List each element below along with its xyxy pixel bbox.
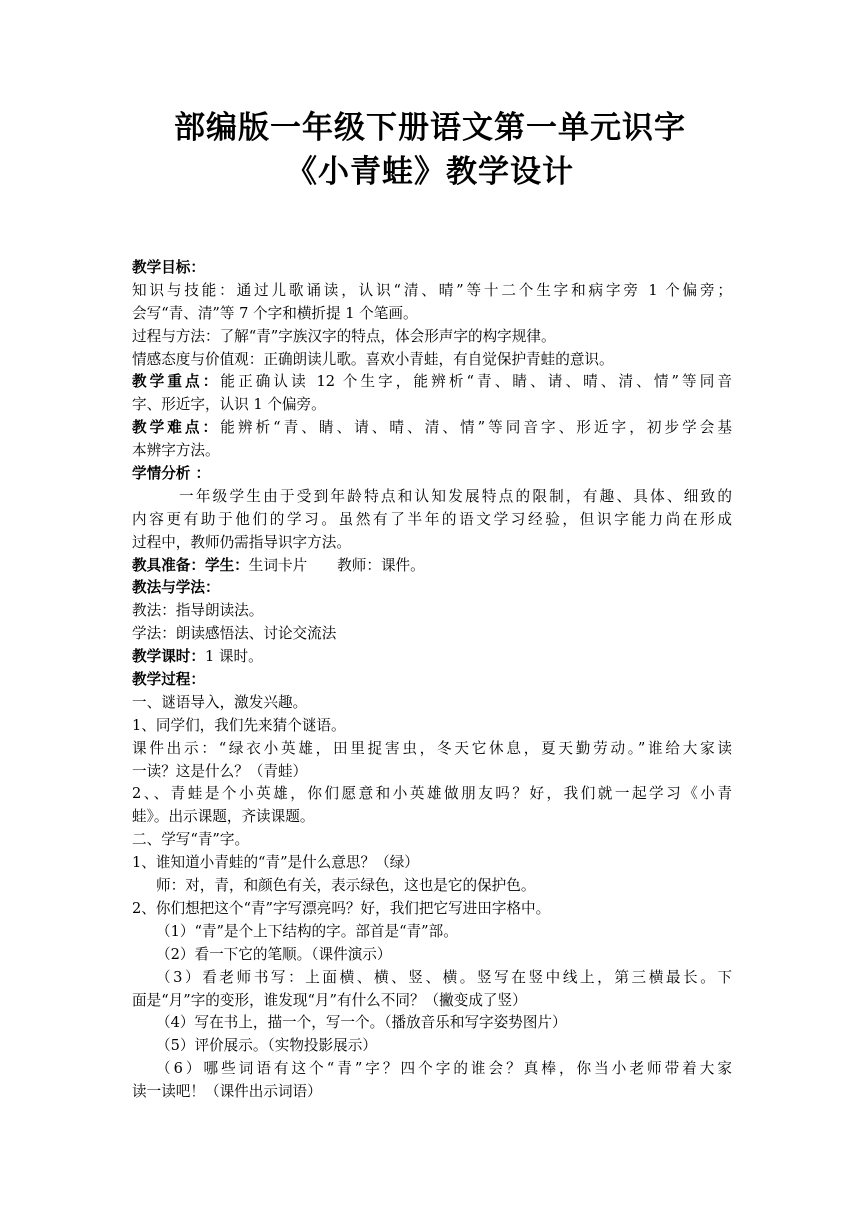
methods-heading: 教法与学法：	[132, 579, 220, 597]
objectives-process: 过程与方法：了解“青”字族汉字的特点，体会形声字的构字规律。	[132, 327, 556, 345]
objectives-knowledge-line-2: 会写“青、清”等 7 个字和横折提 1 个笔画。	[132, 304, 418, 322]
analysis-line-1: 一年级学生由于受到年龄特点和认知发展特点的限制，有趣、具体、细致的	[179, 487, 732, 505]
procedure-line: （5）评价展示。（实物投影展示）	[156, 1037, 377, 1055]
procedure-line: 面是“月”字的变形，谁发现“月”有什么不同？（撇变成了竖）	[132, 991, 527, 1009]
procedure-line: （4）写在书上，描一个，写一个。（播放音乐和写字姿势图片）	[156, 1014, 567, 1032]
procedure-line: 蛙》。出示课题，齐读课题。	[132, 808, 315, 826]
tools-label: 教具准备：	[132, 556, 205, 574]
analysis-line-2: 内容更有助于他们的学习。虽然有了半年的语文学习经验，但识字能力尚在形成	[132, 510, 732, 528]
periods-text: 1 课时。	[204, 648, 263, 666]
procedure-line: （2）看一下它的笔顺。（课件演示）	[156, 945, 392, 963]
difficulties-text-1: 能辨析“青、睛、请、晴、清、情”等同音字、形近字，初步学会基	[220, 419, 732, 437]
difficulties-line-1	[132, 417, 732, 440]
procedure-line: 1、同学们，我们先来猜个谜语。	[132, 716, 346, 734]
procedure-line: 2、、青蛙是个小英雄，你们愿意和小英雄做朋友吗？好，我们就一起学习《小青	[132, 785, 732, 803]
tools-student-label: 学生：	[204, 556, 249, 574]
document-title-line-1: 部编版一年级下册语文第一单元识字	[174, 110, 686, 146]
procedure-line: 师：对，青，和颜色有关，表示绿色，这也是它的保护色。	[156, 877, 536, 895]
methods-teaching: 教法：指导朗读法。	[132, 602, 264, 620]
procedure-line: 一读？这是什么？（青蛙）	[132, 762, 308, 780]
difficulties-line-2: 本辨字方法。	[132, 442, 220, 460]
key-points-label: 教学重点：	[132, 373, 221, 391]
document-body	[132, 257, 732, 1104]
procedure-line: （1）“青”是个上下结构的字。部首是“青”部。	[156, 922, 458, 940]
periods-line	[132, 646, 732, 669]
tools-student-text: 生词卡片	[248, 556, 308, 574]
procedure-line: （3）看老师书写：上面横、横、竖、横。竖写在竖中线上，第三横最长。下	[156, 968, 732, 986]
tools-line	[132, 555, 732, 578]
difficulties-label: 教学难点：	[132, 419, 221, 437]
procedure-line: （6）哪些词语有这个“青”字？四个字的谁会？真棒，你当小老师带着大家	[156, 1060, 732, 1078]
procedure-heading: 教学过程：	[132, 671, 205, 689]
analysis-line-3: 过程中，教师仍需指导识字方法。	[132, 533, 351, 551]
analysis-heading: 学情分析 ：	[132, 465, 211, 483]
objectives-emotion: 情感态度与价值观：正确朗读儿歌。喜欢小青蛙，有自觉保护青蛙的意识。	[132, 350, 614, 368]
key-points-line-2: 字、形近字，认识 1 个偏旁。	[132, 396, 326, 414]
procedure-line: 读一读吧！（课件出示词语）	[132, 1083, 322, 1101]
procedure-line: 一、谜语导入，激发兴趣。	[132, 693, 308, 711]
tools-teacher-text: 教师：课件。	[337, 556, 425, 574]
periods-label: 教学课时：	[132, 648, 205, 666]
key-points-text-1: 能正确认读 12 个生字，能辨析“青、睛、请、晴、清、情”等同音	[220, 373, 732, 391]
procedure-line: 课件出示：“绿衣小英雄，田里捉害虫，冬天它休息，夏天勤劳动。”谁给大家读	[132, 739, 732, 757]
document-title-line-2: 《小青蛙》教学设计	[286, 154, 574, 190]
objectives-heading: 教学目标：	[132, 259, 205, 276]
methods-learning: 学法：朗读感悟法、讨论交流法	[132, 625, 337, 643]
procedure-line: 1、谁知道小青蛙的“青”是什么意思？（绿）	[132, 854, 419, 872]
procedure-line: 二、学写“青”字。	[132, 831, 250, 849]
procedure-line: 2、你们想把这个“青”字写漂亮吗？好，我们把它写进田字格中。	[132, 899, 551, 917]
objectives-knowledge-line-1: 知识与技能：通过儿歌诵读，认识“清、晴”等十二个生字和病字旁 1 个偏旁；	[132, 281, 732, 299]
key-points-line-1	[132, 371, 732, 394]
